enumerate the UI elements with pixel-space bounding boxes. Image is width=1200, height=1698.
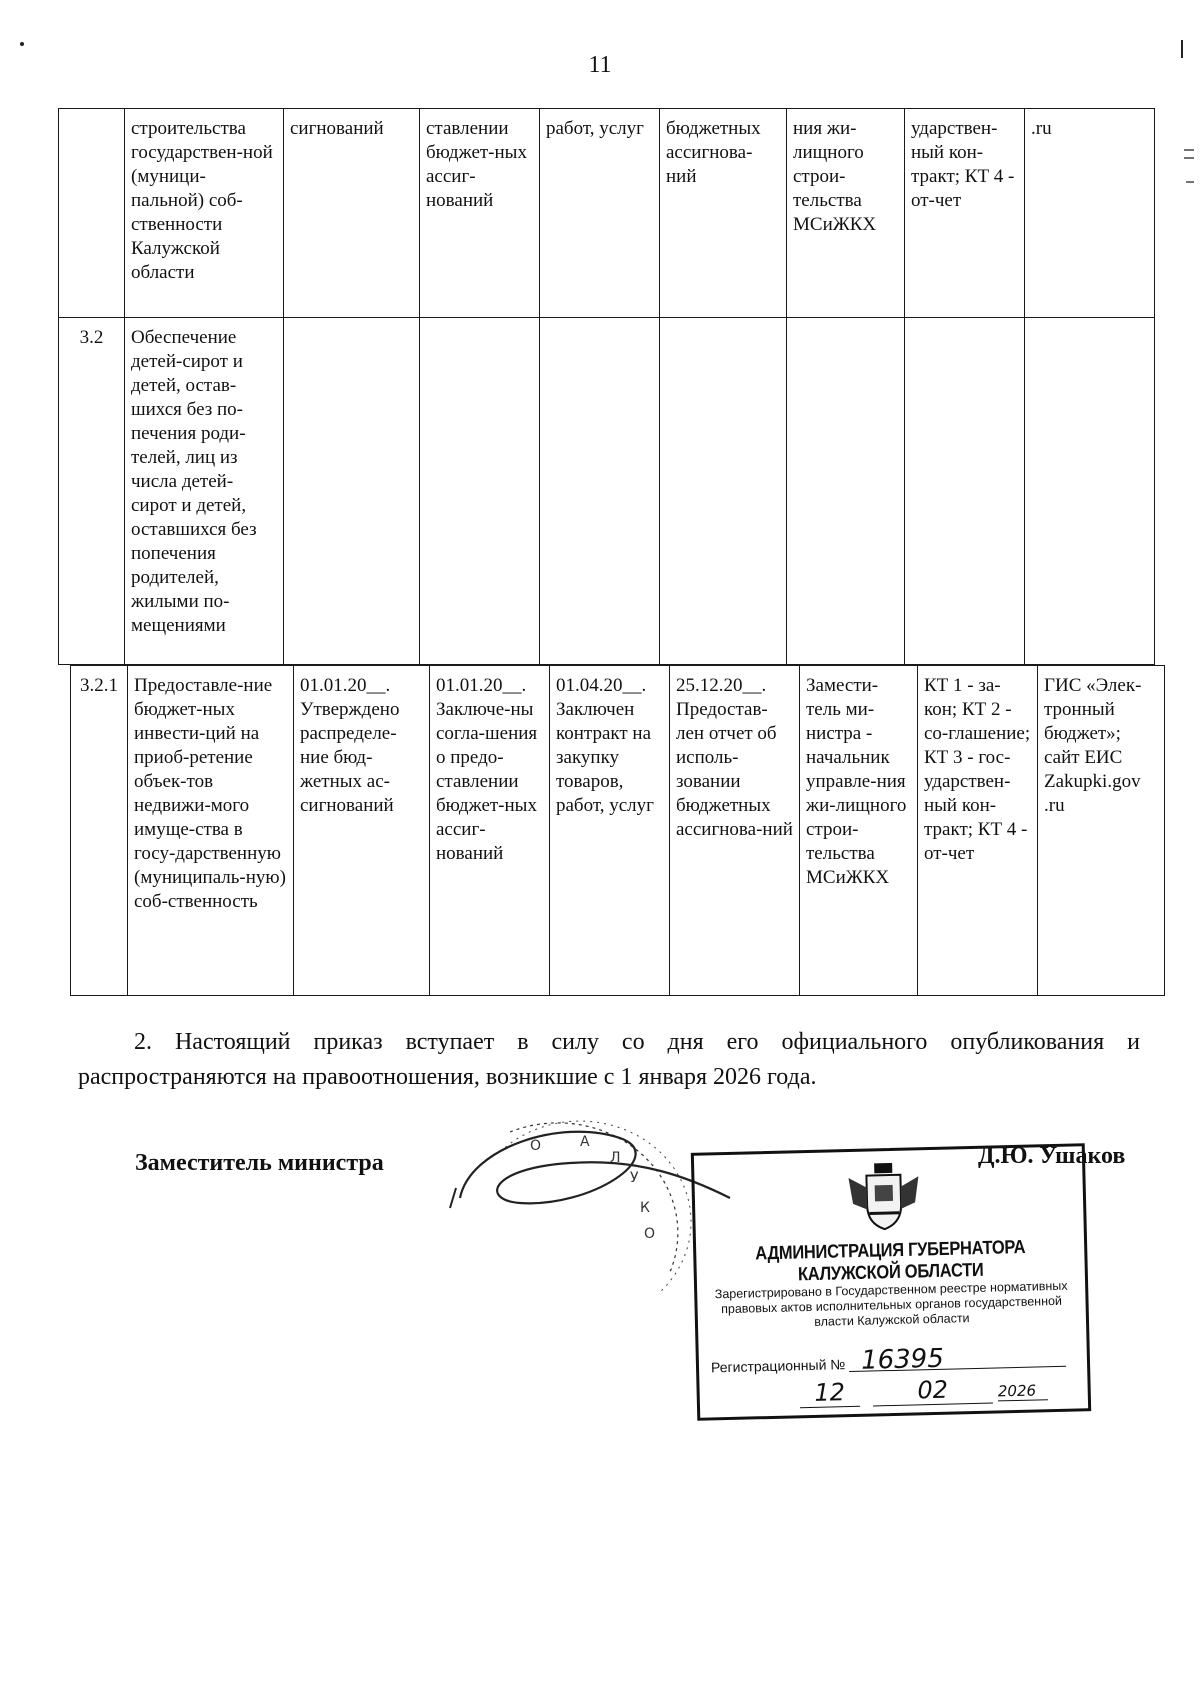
cell-kt3: работ, услуг (540, 109, 660, 318)
table-row (71, 666, 1165, 996)
plan-table-continued (58, 108, 1155, 665)
row-number: 3.2.1 (71, 666, 128, 996)
plan-table-row-3-2-1 (70, 665, 1165, 996)
empty-cell (787, 318, 905, 665)
stamp-reg-number: 16395 (849, 1346, 1066, 1372)
svg-text:ОАЛ УКО: О АЛ УК О (530, 1134, 656, 1242)
cell-responsible: ния жи-лищного строи-тельства МСиЖКХ (787, 109, 905, 318)
cell-kt2: ставлении бюджет-ных ассиг-нований (420, 109, 540, 318)
empty-cell (660, 318, 787, 665)
cell-kt1: 01.01.20__. Утверждено распределе-ние бюд-жетных ас-сигнований (294, 666, 430, 996)
stamp-date-month: 02 (872, 1375, 993, 1407)
cell-kt3: 01.04.20__. Заключен контракт на закупку товаров, работ, услуг (550, 666, 670, 996)
table-row (59, 318, 1155, 665)
cell-responsible: Замести-тель ми-нистра - начальник управле-ния жи-лищного строи-тельства МСиЖКХ (800, 666, 918, 996)
empty-cell (1025, 318, 1155, 665)
empty-cell (540, 318, 660, 665)
stamp-date-line (799, 1373, 1070, 1409)
cell-num (59, 109, 125, 318)
cell-documents: ударствен-ный кон-тракт; КТ 4 - от-чет (905, 109, 1025, 318)
cell-kt4: бюджетных ассигнова-ний (660, 109, 787, 318)
signatory-name: Д.Ю. Ушаков (978, 1143, 1126, 1169)
stamp-reg-label: Регистрационный № (710, 1356, 846, 1376)
cell-event: строительства государствен-ной (муници-пальной) соб-ственности Калужской области (125, 109, 284, 318)
page-number: 11 (588, 52, 612, 78)
signatory-position: Заместитель министра (135, 1150, 384, 1176)
coat-of-arms-icon (844, 1156, 924, 1236)
table-row (59, 109, 1155, 318)
empty-cell (905, 318, 1025, 665)
empty-cell (284, 318, 420, 665)
row-number: 3.2 (59, 318, 125, 665)
cell-system: ГИС «Элек-тронный бюджет»; сайт ЕИС Zakupki.gov .ru (1038, 666, 1165, 996)
empty-cell (420, 318, 540, 665)
stamp-note: Зарегистрировано в Государственном реестре нормативных правовых актов исполнительных органов государственной власти Калужской области (714, 1278, 1068, 1329)
cell-kt4: 25.12.20__. Предостав-лен отчет об исполь-зовании бюджетных ассигнова-ний (670, 666, 800, 996)
cell-kt1: сигнований (284, 109, 420, 318)
cell-system: .ru (1025, 109, 1155, 318)
clause-2-paragraph: 2. Настоящий приказ вступает в силу со дня его официального опубликования и распространяются на правоотношения, возникшие с 1 января 2026 года. (78, 1029, 1140, 1090)
stamp-registration-line (711, 1345, 1081, 1375)
stamp-date-year: 2026 (998, 1381, 1048, 1401)
stamp-date-day: 12 (799, 1378, 860, 1408)
cell-documents: КТ 1 - за-кон; КТ 2 - со-глашение; КТ 3 - гос-ударствен-ный кон-тракт; КТ 4 - от-чет (918, 666, 1038, 996)
cell-kt2: 01.01.20__. Заключе-ны согла-шения о предо-ставлении бюджет-ных ассиг-нований (430, 666, 550, 996)
stamp-organization: АДМИНИСТРАЦИЯ ГУБЕРНАТОРА КАЛУЖСКОЙ ОБЛАСТИ (754, 1236, 1026, 1285)
registration-stamp (691, 1143, 1091, 1421)
row-title: Предоставле-ние бюджет-ных инвести-ций на приоб-ретение объек-тов недвижи-мого имуще-ства в госу-дарственную (муниципаль-ную) соб-ственность (128, 666, 294, 996)
row-title: Обеспечение детей-сирот и детей, остав-шихся без по-печения роди-телей, лиц из числа детей-сирот и детей, оставшихся без попечения родителей, жилыми по-мещениями (125, 318, 284, 665)
